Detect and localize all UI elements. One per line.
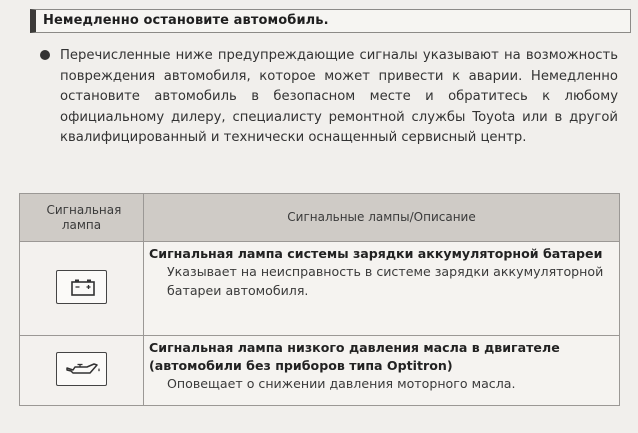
- bullet-icon: [40, 50, 50, 60]
- section-heading: Немедленно остановите автомобиль.: [30, 9, 631, 33]
- description-cell: [144, 336, 620, 406]
- description-cell: [144, 242, 620, 336]
- lamp-cell: [20, 242, 144, 336]
- table-row: [20, 242, 620, 336]
- column-header-description: Сигнальные лампы/Описание: [144, 194, 620, 242]
- table-header-row: [20, 194, 620, 242]
- lamp-cell: [20, 336, 144, 406]
- lamp-title: Сигнальная лампа системы зарядки аккумуляторной батареи: [149, 246, 603, 261]
- battery-warning-icon: [56, 270, 107, 304]
- table-row: [20, 336, 620, 406]
- intro-text: Перечисленные ниже предупреждающие сигналы указывают на возможность повреждения автомобиля, которое может привести к аварии. Немедленно остановите автомобиль в безопасном месте и обратитесь к любому официальному дилеру, специалисту ремонтной службы Toyota или в другой квалифицированный и технически оснащенный сервисный центр.: [60, 48, 618, 145]
- oil-pressure-warning-icon: [56, 352, 107, 386]
- lamp-description: Оповещает о снижении давления моторного масла.: [167, 376, 516, 391]
- column-header-lamp: Сигнальная лампа: [20, 194, 144, 242]
- warning-lamps-table: [19, 193, 620, 406]
- lamp-description: Указывает на неисправность в системе зарядки аккумуляторной батареи автомобиля.: [167, 264, 604, 298]
- lamp-title: Сигнальная лампа низкого давления масла в двигателе (автомобили без приборов типа Optitron): [149, 340, 560, 373]
- intro-paragraph: [40, 46, 618, 149]
